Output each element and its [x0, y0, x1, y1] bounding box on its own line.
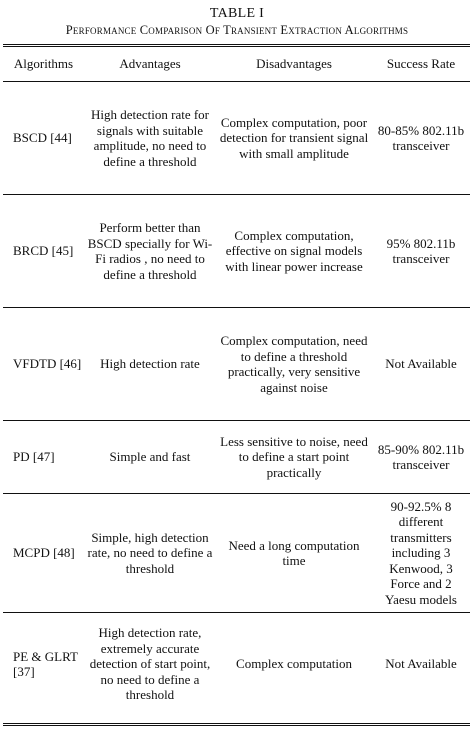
table-row [3, 421, 470, 494]
table-row [3, 613, 470, 716]
table-title: TABLE I [209, 6, 265, 21]
algorithm-cell: BSCD [44] [3, 82, 84, 195]
disadvantages-cell: Complex computation, poor detection for transient signal with small amplitude [216, 82, 372, 195]
table-caption [0, 0, 474, 37]
algorithm-cell: PD [47] [3, 421, 84, 494]
disadvantages-cell: Complex computation, effective on signal models with linear power increase [216, 195, 372, 308]
disadvantages-cell: Need a long computation time [216, 494, 372, 613]
algorithm-cell: VFDTD [46] [3, 308, 84, 421]
algorithm-cell: BRCD [45] [3, 195, 84, 308]
algorithm-cell: PE & GLRT [37] [13, 648, 78, 679]
table-row [3, 308, 470, 421]
header-advantages: Advantages [84, 47, 216, 82]
disadvantages-cell: Less sensitive to noise, need to define a start point practically [216, 421, 372, 494]
table-row [3, 494, 470, 613]
algorithm-cell: MCPD [48] [3, 494, 84, 613]
table-subtitle: Performance Comparison Of Transient Extraction Algorithms [65, 23, 409, 37]
header-row [3, 47, 470, 82]
success-rate-cell: 90-92.5% 8 different transmitters including 3 Kenwood, 3 Force and 2 Yaesu models [372, 494, 470, 613]
table-row [3, 195, 470, 308]
comparison-table [3, 47, 470, 715]
top-rule-outer [3, 44, 470, 45]
header-algorithms: Algorithms [3, 47, 84, 82]
advantages-cell: Simple and fast [84, 421, 216, 494]
disadvantages-cell: Complex computation, need to define a threshold practically, very sensitive against noise [216, 308, 372, 421]
header-disadvantages: Disadvantages [216, 47, 372, 82]
advantages-cell: High detection rate for signals with suitable amplitude, no need to define a threshold [84, 82, 216, 195]
advantages-cell: High detection rate [84, 308, 216, 421]
advantages-cell: High detection rate, extremely accurate detection of start point, no need to define a threshold [89, 625, 211, 703]
header-success-rate: Success Rate [372, 47, 470, 82]
bottom-rule-inner [3, 723, 470, 724]
success-rate-cell: 85-90% 802.11b transceiver [372, 421, 470, 494]
bottom-rule-outer [3, 725, 470, 726]
table-row [3, 82, 470, 195]
success-rate-cell: Not Available [372, 308, 470, 421]
advantages-cell: Perform better than BSCD specially for Wi-Fi radios , no need to define a threshold [84, 195, 216, 308]
success-rate-cell: 95% 802.11b transceiver [372, 195, 470, 308]
disadvantages-cell: Complex computation [236, 656, 352, 672]
advantages-cell: Simple, high detection rate, no need to define a threshold [84, 494, 216, 613]
success-rate-cell: Not Available [385, 656, 457, 672]
success-rate-cell: 80-85% 802.11b transceiver [372, 82, 470, 195]
